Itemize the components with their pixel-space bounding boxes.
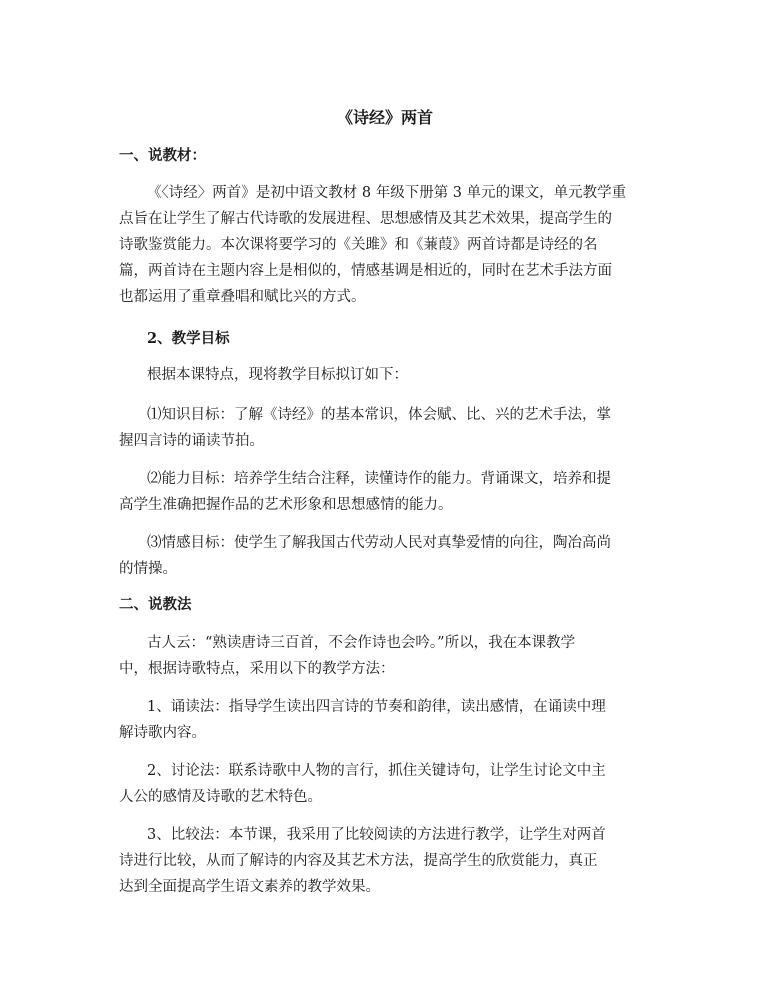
paragraph-line: 古人云：“熟读唐诗三百首，不会作诗也会吟。”所以，我在本课教学 xyxy=(147,635,576,651)
paragraph-line: 握四言诗的诵读节拍。 xyxy=(119,433,264,449)
paragraph-line: 达到全面提高学生语文素养的教学效果。 xyxy=(119,879,380,895)
paragraph-goals-intro xyxy=(119,362,649,388)
paragraph-goal-emotion xyxy=(119,530,649,582)
section-heading-teaching-material: 一、说教材： xyxy=(119,147,206,164)
paragraph-line: 也都运用了重章叠唱和赋比兴的方式。 xyxy=(119,289,366,305)
paragraph-method-comparison xyxy=(119,822,649,900)
paragraph-method-recitation xyxy=(119,694,649,746)
paragraph-line: 点旨在让学生了解古代诗歌的发展进程、思想感情及其艺术效果，提高学生的 xyxy=(119,211,612,227)
paragraph-line: ⑴知识目标：了解《诗经》的基本常识，体会赋、比、兴的艺术手法，掌 xyxy=(147,407,611,423)
paragraph-line: 篇，两首诗在主题内容上是相似的，情感基调是相近的，同时在艺术手法方面 xyxy=(119,263,612,279)
paragraph-line: 2、讨论法：联系诗歌中人物的言行，抓住关键诗句，让学生讨论文中主 xyxy=(147,763,606,779)
paragraph-line: 高学生准确把握作品的艺术形象和思想感情的能力。 xyxy=(119,497,453,513)
paragraph-goal-ability xyxy=(119,466,649,518)
paragraph-line: 根据本课特点，现将教学目标拟订如下： xyxy=(147,367,408,383)
paragraph-line: 诗进行比较，从而了解诗的内容及其艺术方法，提高学生的欣赏能力，真正 xyxy=(119,853,598,869)
paragraph-method-intro xyxy=(119,630,649,682)
section-heading-teaching-method: 二、说教法 xyxy=(119,596,192,613)
paragraph-line: ⑵能力目标：培养学生结合注释，读懂诗作的能力。背诵课文，培养和提 xyxy=(147,471,611,487)
document-title: 《诗经》两首 xyxy=(336,108,433,127)
paragraph-line: 人公的感情及诗歌的艺术特色。 xyxy=(119,789,322,805)
paragraph-goal-knowledge xyxy=(119,402,649,454)
paragraph-method-discussion xyxy=(119,758,649,810)
subheading-teaching-goals: 2、教学目标 xyxy=(147,330,230,347)
paragraph-line: 3、比较法：本节课，我采用了比较阅读的方法进行教学，让学生对两首 xyxy=(147,827,606,843)
paragraph-line: 诗歌鉴赏能力。本次课将要学习的《关雎》和《蒹葭》两首诗都是诗经的名 xyxy=(119,237,598,253)
paragraph-line: ⑶情感目标：使学生了解我国古代劳动人民对真挚爱情的向往，陶冶高尚 xyxy=(147,535,611,551)
paragraph-line: 中，根据诗歌特点，采用以下的教学方法： xyxy=(119,661,395,677)
paragraph-line: 解诗歌内容。 xyxy=(119,725,206,741)
paragraph-line: 的情操。 xyxy=(119,561,177,577)
paragraph-line: 《〈诗经〉两首》是初中语文教材 8 年级下册第 3 单元的课文，单元教学重 xyxy=(147,185,627,201)
paragraph-line: 1、诵读法：指导学生读出四言诗的节奏和韵律，读出感情，在诵读中理 xyxy=(147,699,606,715)
paragraph-teaching-material xyxy=(119,180,649,310)
